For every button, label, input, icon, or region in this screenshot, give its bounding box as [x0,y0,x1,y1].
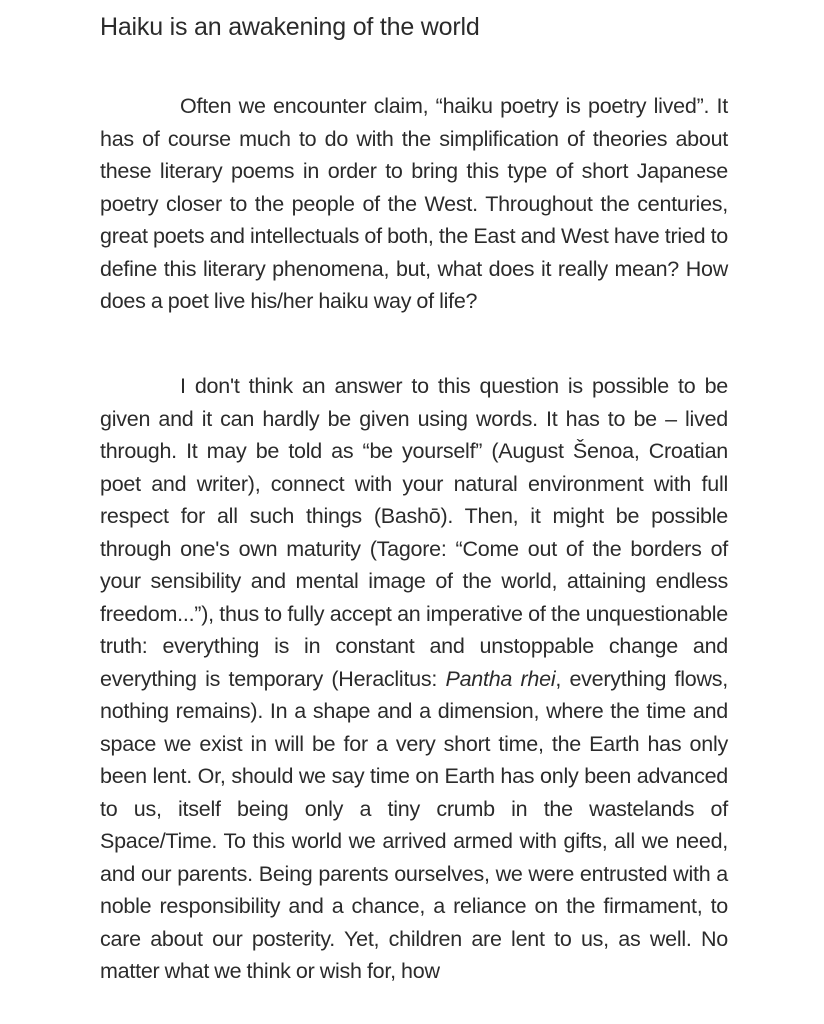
page-title: Haiku is an awakening of the world [100,13,480,41]
paragraph-2-text-part-1: I don't think an answer to this question is possible to be given and it can hardly be given using words. It has to be – lived through. It may be told as “be yourself” (August Šenoa, Croatian poet and writer), connect with your natural environment with full respect for all such things (Bashō). Then, it might be possible through one's own maturity (Tagore: “Come out of the borders of your sensibility and mental image of the world, attaining endless freedom...”), thus to fully accept an imperative of the unquestionable truth: everything is in constant and unstoppable change and everything is temporary (Heraclitus: [100,374,728,691]
body-paragraph-1 [100,90,728,318]
paragraph-text [100,370,728,988]
paragraph-text [100,90,728,318]
paragraph-1-text: Often we encounter claim, “haiku poetry is poetry lived”. It has of course much to do with the simplification of theories about these literary poems in order to bring this type of short Japanese poetry closer to the people of the West. Throughout the centuries, great poets and intellectuals of both, the East and West have tried to define this literary phenomena, but, what does it really mean? How does a poet live his/her haiku way of life? [100,94,728,313]
italic-term-pantha-rhei: Pantha rhei [445,666,556,691]
paragraph-2-text-part-2: , everything flows, nothing remains). In a shape and a dimension, where the time and space we exist in will be for a very short time, the Earth has only been lent. Or, should we say time on Earth has only been advanced to us, itself being only a tiny crumb in the wastelands of Space/Time. To this world we arrived armed with gifts, all we need, and our parents. Being parents ourselves, we were entrusted with a noble responsibility and a chance, a reliance on the firmament, to care about our posterity. Yet, children are lent to us, as well. No matter what we think or wish for, how [100,666,728,983]
body-paragraph-2 [100,370,728,988]
